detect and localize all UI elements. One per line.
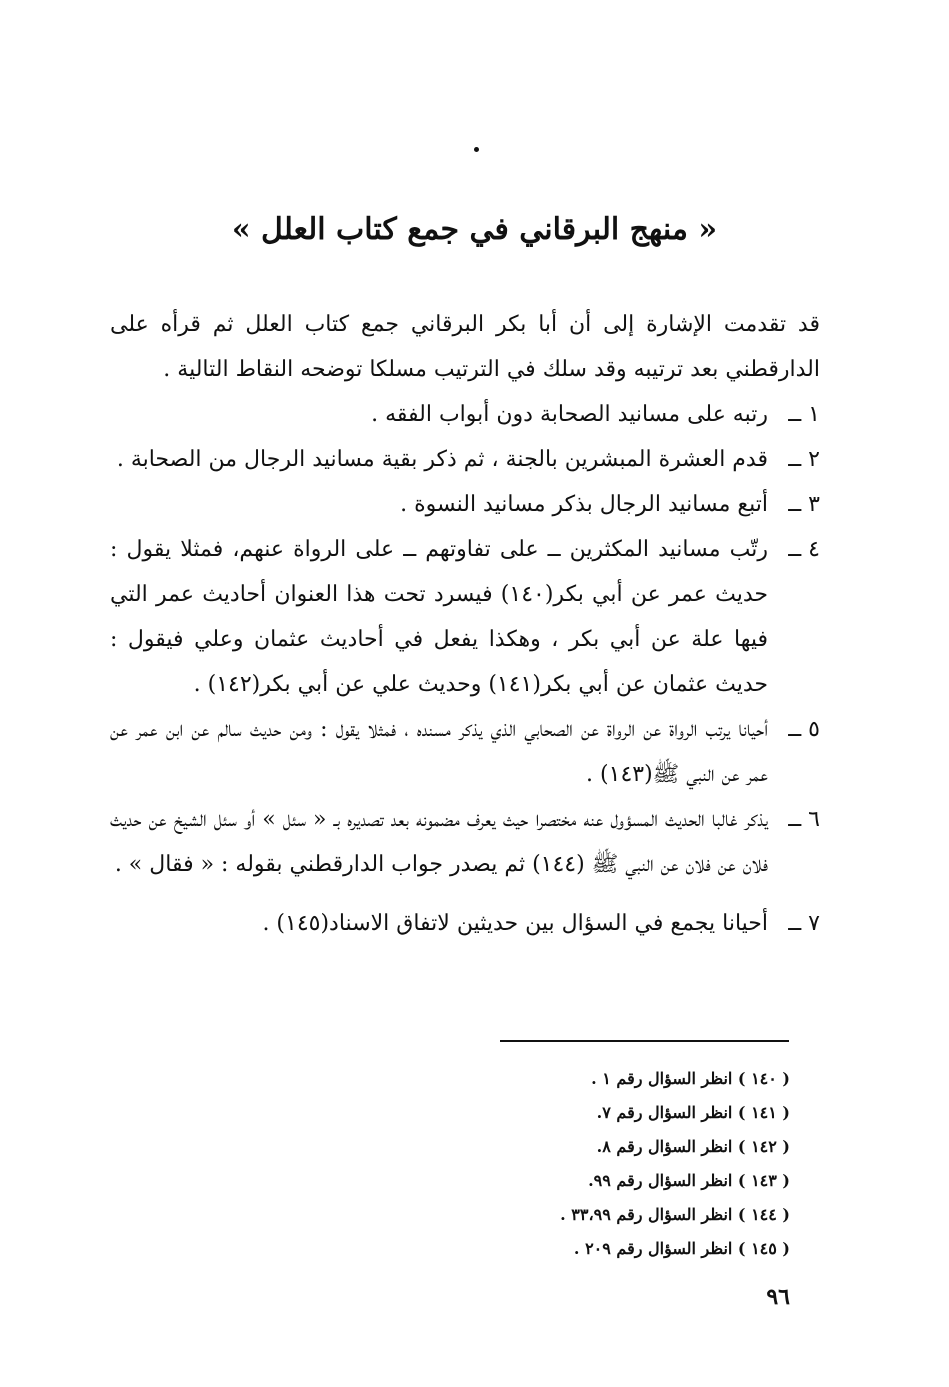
footnote: ( ١٤٣ ) انظر السؤال رقم ٩٩. [588,1171,790,1190]
list-item [110,707,820,797]
footnote: ( ١٤٠ ) انظر السؤال رقم ١ . [591,1069,790,1088]
section-title: « منهج البرقاني في جمع كتاب العلل » [231,212,718,247]
page-dot-mark [474,147,479,152]
item-text: يذكر غالبا الحديث المسؤول عنه مختصرا حيث يعرف مضمونه بعد تصديره بـ « سئل » أو سئل الشيخ عن حديث فلان عن فلان عن النبي ﷺ (١٤٤) ثم يصدر جواب الدارقطني بقوله : « فقال » . [110,807,768,877]
list-item [110,482,820,527]
list-item [110,392,820,437]
item-text: أحيانا يرتب الرواة عن الرواة عن الصحابي الذي يذكر مسنده ، فمثلا يقول : ومن حديث سالم عن ابن عمر عن عمر عن النبي ﷺ(١٤٣) . [110,717,768,787]
intro-paragraph: قد تقدمت الإشارة إلى أن أبا بكر البرقاني جمع كتاب العلل ثم قرأه على الدارقطني بعد ترتيبه وقد سلك في الترتيب مسلكا توضحه النقاط التالية . [110,312,820,382]
item-text: أتبع مسانيد الرجال بذكر مسانيد النسوة . [400,492,768,517]
list-item [110,437,820,482]
page-number: ٩٦ [766,1284,790,1310]
footnote: ( ١٤٤ ) انظر السؤال رقم ٣٣،٩٩ . [560,1205,790,1224]
footnote: ( ١٤٥ ) انظر السؤال رقم ٢٠٩ . [573,1239,790,1258]
item-number: ١ ــ [788,402,820,427]
item-number: ٢ ــ [788,447,820,472]
item-number: ٥ ــ [788,717,820,742]
footnote: ( ١٤٢ ) انظر السؤال رقم ٨. [596,1137,790,1156]
footnotes [430,1062,790,1266]
item-number: ٤ ــ [788,537,820,562]
main-text [110,302,820,946]
footnote: ( ١٤١ ) انظر السؤال رقم ٧. [596,1103,790,1122]
item-number: ٧ ــ [788,911,820,936]
list-item [110,797,820,887]
list-item [110,527,820,707]
list-item [110,901,820,946]
item-number: ٣ ــ [788,492,820,517]
item-text: أحيانا يجمع في السؤال بين حديثين لاتفاق الاسناد(١٤٥) . [262,911,768,936]
item-text: قدم العشرة المبشرين بالجنة ، ثم ذكر بقية مسانيد الرجال من الصحابة . [116,447,768,472]
item-text: رتّب مسانيد المكثرين ــ على تفاوتهم ــ على الرواة عنهم، فمثلا يقول : حديث عمر عن أبي بكر(١٤٠) فيسرد تحت هذا العنوان أحاديث عمر التي فيها علة عن أبي بكر ، وهكذا يفعل في أحاديث عثمان وعلي فيقول : حديث عثمان عن أبي بكر(١٤١) وحديث علي عن أبي بكر(١٤٢) . [110,537,768,697]
footnote-separator [500,1040,789,1042]
item-text: رتبه على مسانيد الصحابة دون أبواب الفقه . [371,402,768,427]
item-number: ٦ ــ [788,807,820,832]
